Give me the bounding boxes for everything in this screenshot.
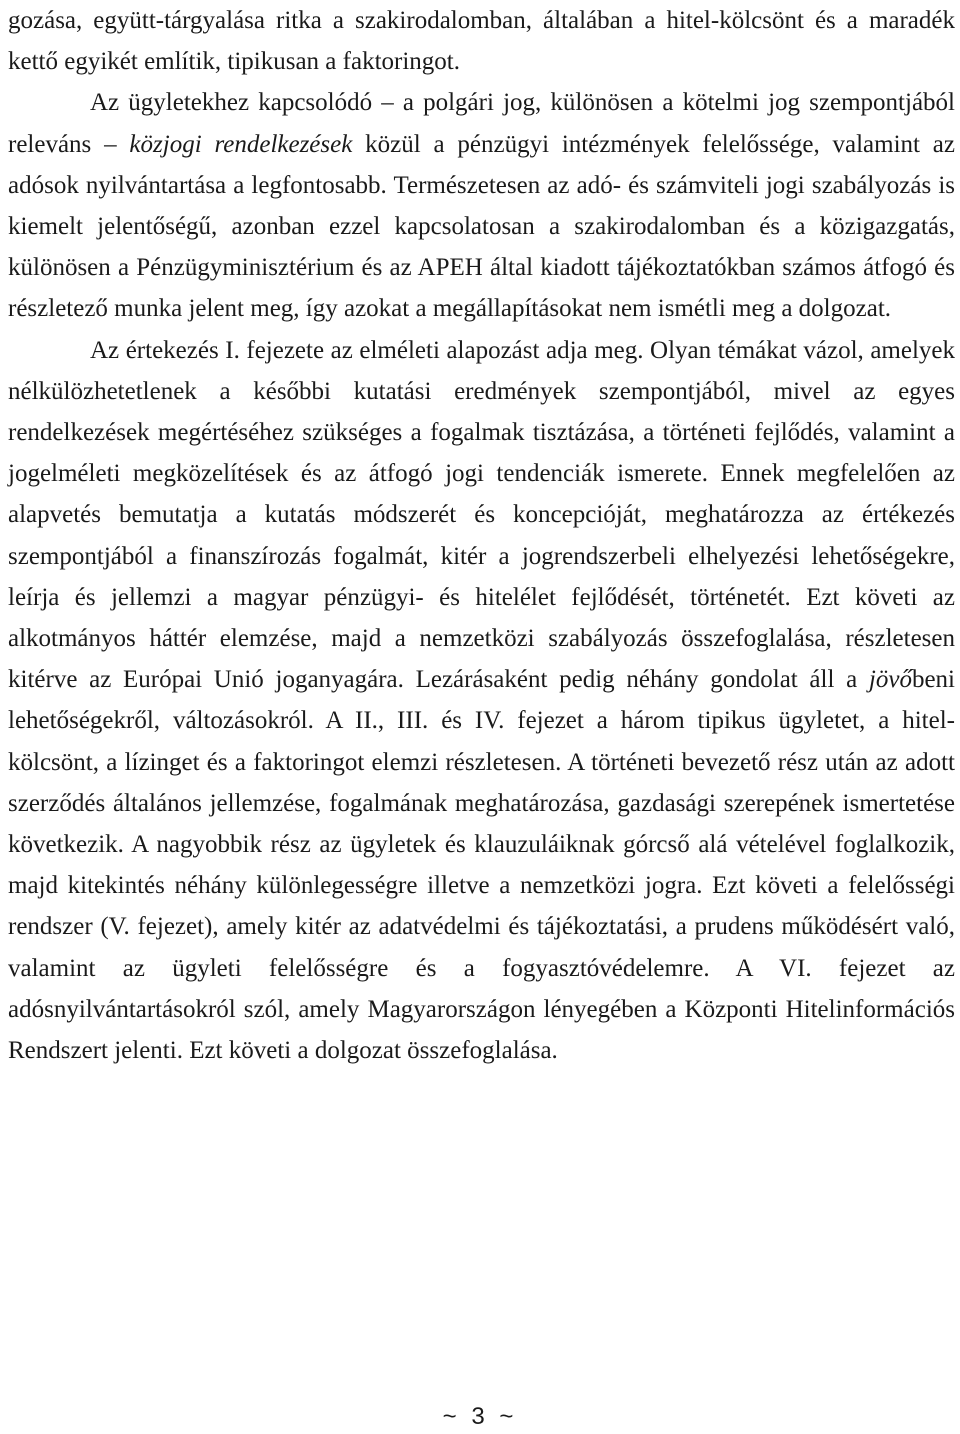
paragraph-3-italic: jövő — [868, 666, 912, 694]
document-body — [8, 0, 955, 1071]
paragraph-3-text-b: beni lehetőségekről, változásokról. A II., III. és IV. fejezet a három tipikus ügyletet, a hitel-kölcsönt, a lízinget és a faktoringot elemzi részletesen. A történeti bevezető rész után az adott szerződés általános jellemzése, fogalmának meghatározása, gazdasági szerepének ismertetése következik. A nagyobbik rész az ügyletek és klauzuláiknak górcső alá vételével foglalkozik, majd kitekintés néhány különlegességre illetve a nemzetközi jogra. Ezt követi a felelősségi rendszer (V. fejezet), amely kitér az adatvédelmi és tájékoztatási, a prudens működésért való, valamint az ügyleti felelősségre és a fogyasztóvédelemre. A VI. fejezet az adósnyilvántartásokról szól, amely Magyarországon lényegében a Központi Hitelinformációs Rendszert jelenti. Ezt követi a dolgozat összefoglalása. — [8, 666, 955, 1065]
paragraph-2-text-a: Az ügyletekhez kapcsolódó – a polgári jog, különösen a kötelmi jog szempontjából releváns – — [8, 89, 955, 158]
paragraph-3 — [8, 330, 955, 1072]
paragraph-1: gozása, együtt-tárgyalása ritka a szakirodalomban, általában a hitel-kölcsönt és a maradék kettő egyikét említik, tipikusan a faktoringot. — [8, 7, 955, 76]
paragraph-2-italic: közjogi rendelkezések — [129, 130, 353, 158]
page-number: ~ 3 ~ — [442, 1403, 518, 1430]
paragraph-2 — [8, 82, 955, 329]
paragraph-3-text-a: Az értekezés I. fejezete az elméleti alapozást adja meg. Olyan témákat vázol, amelyek nélkülözhetetlenek a későbbi kutatási eredmények szempontjából, mivel az egyes rendelkezések megértéséhez szükséges a fogalmak tisztázása, a történeti fejlődés, valamint a jogelméleti megközelítések és az átfogó jogi tendenciák ismerete. Ennek megfelelően az alapvetés bemutatja a kutatás módszerét és koncepcióját, meghatározza az értékezés szempontjából a finanszírozás fogalmát, kitér a jogrendszerbeli elhelyezési lehetőségekre, leírja és jellemzi a magyar pénzügyi- és hitelélet fejlődését, történetét. Ezt követi az alkotmányos háttér elemzése, majd a nemzetközi szabályozás összefoglalása, részletesen kitérve az Európai Unió joganyagára. Lezárásaként pedig néhány gondolat áll a — [8, 336, 955, 694]
paragraph-2-text-b: közül a pénzügyi intézmények felelőssége, valamint az adósok nyilvántartása a legfontosabb. Természetesen az adó- és számviteli jogi szabályozás is kiemelt jelentőségű, azonban ezzel kapcsolatosan a szakirodalomban és a közigazgatás, különösen a Pénzügyminisztérium és az APEH által kiadott tájékoztatókban számos átfogó és részletező munka jelent meg, így azokat a megállapításokat nem ismétli meg a dolgozat. — [8, 130, 955, 323]
